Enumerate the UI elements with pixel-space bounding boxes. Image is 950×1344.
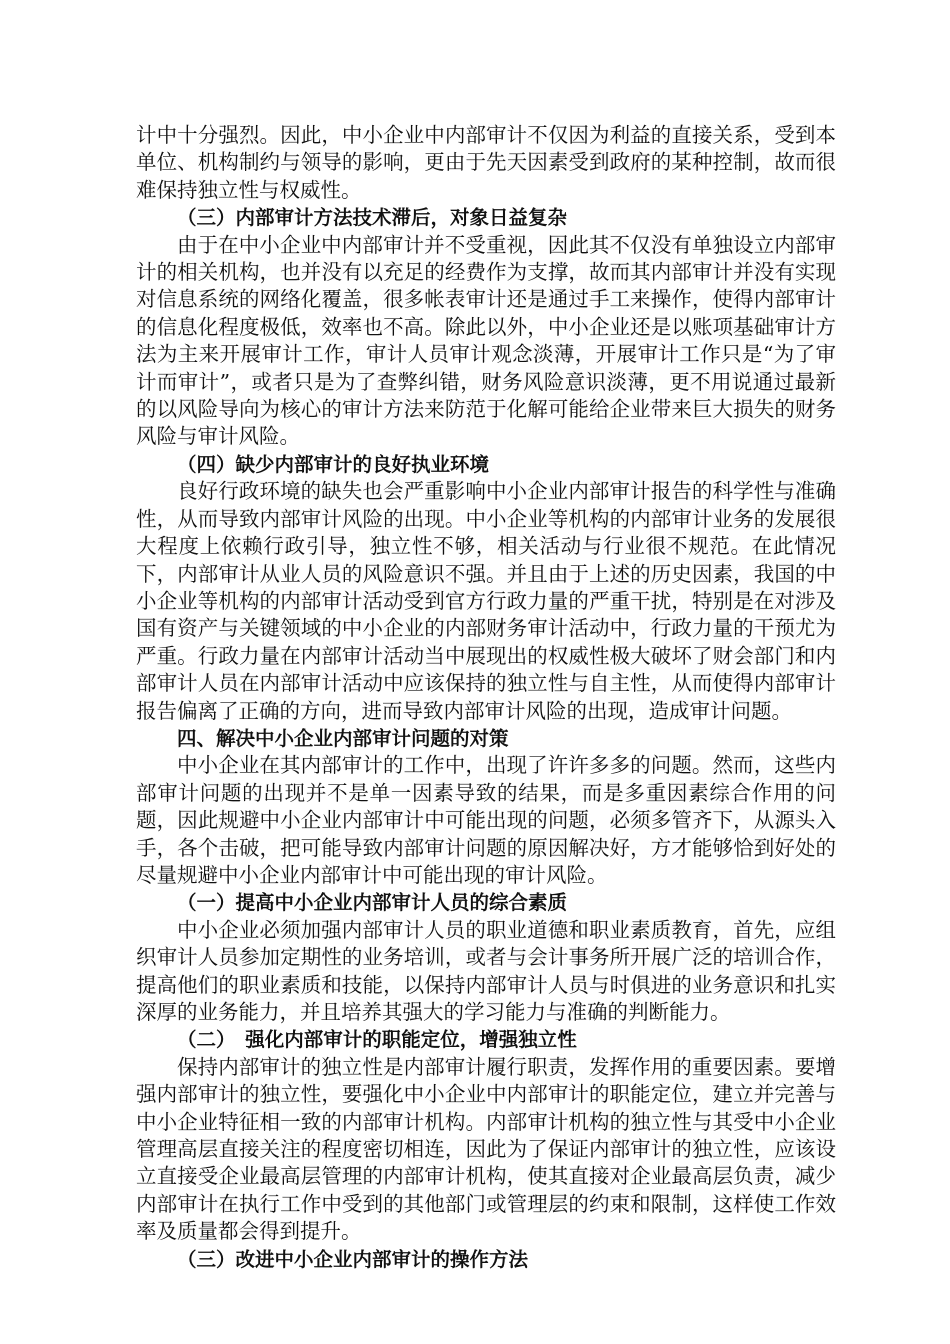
section-heading-independence: （二） 强化内部审计的职能定位，增强独立性 — [177, 1028, 577, 1052]
paragraph: 中小企业在其内部审计的工作中，出现了许许多多的问题。然而，这些内部审计问题的出现并不是单一因素导致的结果，而是多重因素综合作用的问题，因此规避中小企业内部审计中可能出现的问题，必须多管齐下，从源头入手，各个击破，把可能导致内部审计问题的原因解决好，方才能够恰到好处的尽量规避中小企业内部审计中可能出现的审计风险。 — [136, 753, 836, 887]
section-heading-operation-methods: （三）改进中小企业内部审计的操作方法 — [177, 1247, 529, 1271]
section-heading-audit-methods: （三）内部审计方法技术滞后，对象日益复杂 — [177, 206, 568, 230]
document-page — [136, 122, 836, 1273]
section-heading-environment: （四）缺少内部审计的良好执业环境 — [177, 452, 490, 476]
section-heading-countermeasures: 四、解决中小企业内部审计问题的对策 — [177, 726, 509, 750]
paragraph: 由于在中小企业中内部审计并不受重视，因此其不仅没有单独设立内部审计的相关机构，也并没有以充足的经费作为支撑，故而其内部审计并没有实现对信息系统的网络化覆盖，很多帐表审计还是通过手工来操作，使得内部审计的信息化程度极低，效率也不高。除此以外，中小企业还是以账项基础审计方法为主来开展审计工作，审计人员审计观念淡薄，开展审计工作只是“为了审计而审计”，或者只是为了查弊纠错，财务风险意识淡薄，更不用说通过最新的以风险导向为核心的审计方法来防范于化解可能给企业带来巨大损失的财务风险与审计风险。 — [136, 232, 836, 449]
paragraph: 中小企业必须加强内部审计人员的职业道德和职业素质教育，首先，应组织审计人员参加定期性的业务培训，或者与会计事务所开展广泛的培训合作，提高他们的职业素质和技能，以保持内部审计人员与时俱进的业务意识和扎实深厚的业务能力，并且培养其强大的学习能力与准确的判断能力。 — [136, 917, 836, 1024]
paragraph: 保持内部审计的独立性是内部审计履行职责，发挥作用的重要因素。要增强内部审计的独立性，要强化中小企业中内部审计的职能定位，建立并完善与中小企业特征相一致的内部审计机构。内部审计机构的独立性与其受中小企业管理高层直接关注的程度密切相连，因此为了保证内部审计的独立性，应该设立直接受企业最高层管理的内部审计机构，使其直接对企业最高层负责，减少内部审计在执行工作中受到的其他部门或管理层的约束和限制，这样使工作效率及质量都会得到提升。 — [136, 1054, 836, 1244]
paragraph-continuation: 计中十分强烈。因此，中小企业中内部审计不仅因为利益的直接关系，受到本单位、机构制约与领导的影响，更由于先天因素受到政府的某种控制，故而很难保持独立性与权威性。 — [136, 123, 836, 202]
paragraph: 良好行政环境的缺失也会严重影响中小企业内部审计报告的科学性与准确性，从而导致内部审计风险的出现。中小企业等机构的内部审计业务的发展很大程度上依赖行政引导，独立性不够，相关活动与行业很不规范。在此情况下，内部审计从业人员的风险意识不强。并且由于上述的历史因素，我国的中小企业等机构的内部审计活动受到官方行政力量的严重干扰，特别是在对涉及国有资产与关键领域的中小企业的内部财务审计活动中，行政力量的干预尤为严重。行政力量在内部审计活动当中展现出的权威性极大破坏了财会部门和内部审计人员在内部审计活动中应该保持的独立性与自主性，从而使得内部审计报告偏离了正确的方向，进而导致内部审计风险的出现，造成审计问题。 — [136, 479, 836, 723]
section-heading-staff-quality: （一）提高中小企业内部审计人员的综合素质 — [177, 891, 568, 915]
